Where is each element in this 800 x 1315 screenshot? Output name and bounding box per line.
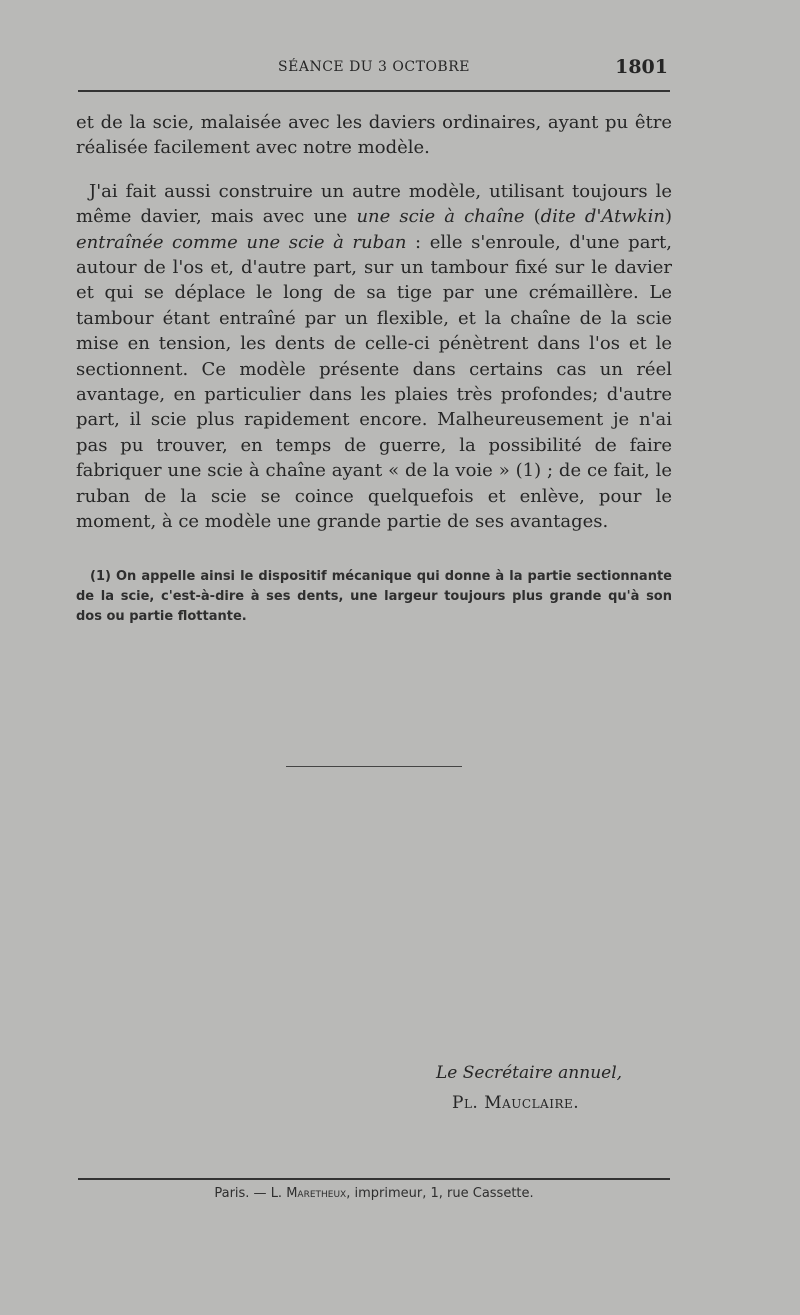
paragraph-2-italic-2: dite d'Atwkin: [540, 206, 665, 228]
signature-block: [430, 1063, 670, 1113]
paragraph-2-part-3: ): [664, 206, 672, 228]
page-number: 1801: [615, 56, 668, 78]
header-rule: [78, 90, 670, 92]
printer-imprint: [78, 1186, 670, 1201]
imprint-printer: Maretheux: [286, 1186, 347, 1201]
running-title: SÉANCE DU 3 OCTOBRE: [278, 59, 470, 75]
paragraph-2-italic-3: entraînée comme une scie à ruban: [76, 231, 407, 253]
body-text: [76, 110, 672, 535]
paragraph-2-part-4: : elle s'enroule, d'une part, autour de l'os et, d'autre part, sur un tambour fixé sur le davier et qui se déplace le long de sa tige par une crémaillère. Le tambour étant entraîné par un flexible, et la chaîne de la scie mise en tension, les dents de celle-ci pénètrent dans l'os et le sectionnent. Ce modèle présente dans certains cas un réel avantage, en particulier dans les plaies très profondes; d'autre part, il scie plus rapidement encore. Malheureusement je n'ai pas pu trouver, en temps de guerre, la possibilité de faire fabriquer une scie à chaîne ayant « de la voie » (1) ; de ce fait, le ruban de la scie se coince quelquefois et enlève, pour le moment, à ce modèle une grande partie de ses avantages.: [76, 231, 672, 533]
paragraph-2: [76, 179, 672, 535]
paragraph-1: et de la scie, malaisée avec les daviers ordinaires, ayant pu être réalisée facilement avec notre modèle.: [76, 112, 672, 159]
imprint-city: Paris. — L.: [214, 1186, 287, 1201]
signature-role: Le Secrétaire annuel,: [436, 1063, 623, 1083]
paragraph-2-part-2: (: [524, 206, 541, 228]
imprint-address: , imprimeur, 1, rue Cassette.: [346, 1186, 534, 1201]
footnote: (1) On appelle ainsi le dispositif mécanique qui donne à la partie sectionnante de la scie, c'est-à-dire à ses dents, une largeur toujours plus grande qu'à son dos ou partie flottante.: [76, 569, 672, 624]
footer-rule: [78, 1178, 670, 1180]
signature-name: Pl. Mauclaire.: [452, 1093, 580, 1113]
paragraph-2-part-1: J'ai fait aussi construire un autre modèle, utilisant toujours le même davier, mais avec une: [76, 180, 672, 228]
running-header: [78, 56, 670, 84]
section-divider: [286, 766, 462, 767]
paragraph-2-italic-1: une scie à chaîne: [356, 206, 525, 228]
